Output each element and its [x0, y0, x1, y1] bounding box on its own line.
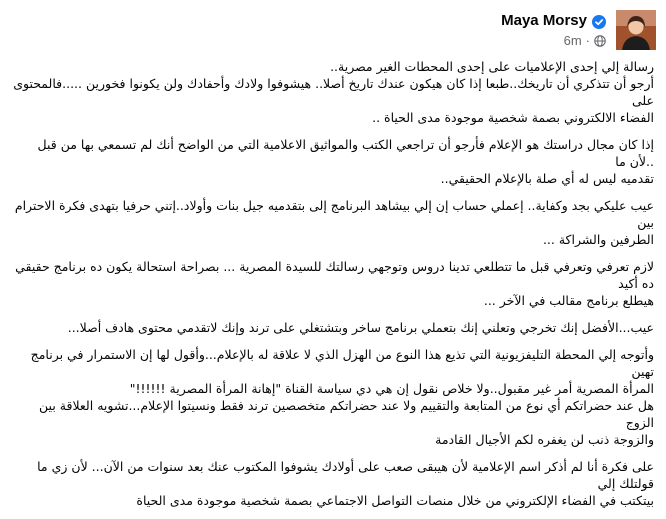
- avatar[interactable]: [616, 10, 656, 50]
- author-name[interactable]: Maya Morsy: [501, 12, 587, 29]
- post-timestamp[interactable]: 6m: [563, 33, 582, 48]
- post-paragraph: على فكرة أنا لم أذكر اسم الإعلامية لأن هيبقى صعب على أولادك يشوفوا المكتوب عنك بعد سنوات من الآن... لأن زي ما قولتلك إلي بيتكتب في الفضاء الإلكتروني من خلال منصات التواصل الاجتماعي بصمة شخصية موجودة مدى الحياة: [37, 459, 654, 508]
- post-meta: [564, 33, 606, 48]
- post-paragraph: عيب عليكي بجد وكفاية.. إعملي حساب إن إلي بيشاهد البرنامج إلى بتقدميه جيل بنات وأولاد..إتني حرفيا بتهدى فكرة الاحترام بين الطرفين والشراكة ...: [14, 198, 654, 247]
- post-paragraph: وأتوجه إلي المحطة التليفزيونية التي تذيع هذا النوع من الهزل الذي لا علاقة له بالإعلام...وأقول لها إن الاستمرار في برنامج تهين المرأة المصرية أمر غير مقبول..ولا خلاص نقول إن هي دي سياسة القناة "إهانة المرأة المصرية !!!!!!" هل عند حضراتكم أي نوع من المتابعة والتقييم ولا عند حضراتكم متخصصين ترند فقط ونسيتوا الإعلام...تشويه العلاقة بين الزوج والزوجة ذنب لن يغفره لكم الأجيال القادمة: [30, 347, 654, 447]
- verified-badge-icon: [592, 14, 606, 28]
- post-paragraph: رسالة إلي إحدى الإعلاميات على إحدى المحطات الغير مصرية.. أرجو أن تتذكري أن تاريخك..طبعا إذا كان هيكون عندك تاريخ أصلا.. هيشوفوا ولادك وأحفادك ولن يكونوا فخورين .....فالمحتوى على الفضاء الالكتروني بصمة شخصية موجودة مدى الحياة ..: [13, 59, 654, 125]
- post-paragraph: لازم تعرفي وتعرفي قبل ما تتطلعي تدينا دروس وتوجهي رسالتك للسيدة المصرية ... بصراحة استحالة يكون ده برنامج حقيقي ده أكيد هيطلع برنامج مقالب في الآخر ...: [15, 259, 654, 308]
- meta-separator: ·: [585, 33, 590, 48]
- globe-icon[interactable]: [594, 35, 606, 47]
- author-row: [501, 12, 606, 29]
- post-paragraph: إذا كان مجال دراستك هو الإعلام فأرجو أن تراجعي الكتب والمواثيق الاعلامية التي من الواضح أنك لم تسمعي بها من قبل ..لأن ما تقدميه ليس له أي صلة بالإعلام الحقيقي..: [37, 137, 654, 186]
- post-paragraph: عيب...الأفضل إنك تخرجي وتعلني إنك بتعملي برنامج ساخر وبتشتغلي على ترند وإنك لاتقدمي محتوى هادف أصلا...: [67, 320, 654, 335]
- post-body: [10, 58, 654, 519]
- post-header: [10, 4, 656, 54]
- avatar-image: [616, 10, 656, 50]
